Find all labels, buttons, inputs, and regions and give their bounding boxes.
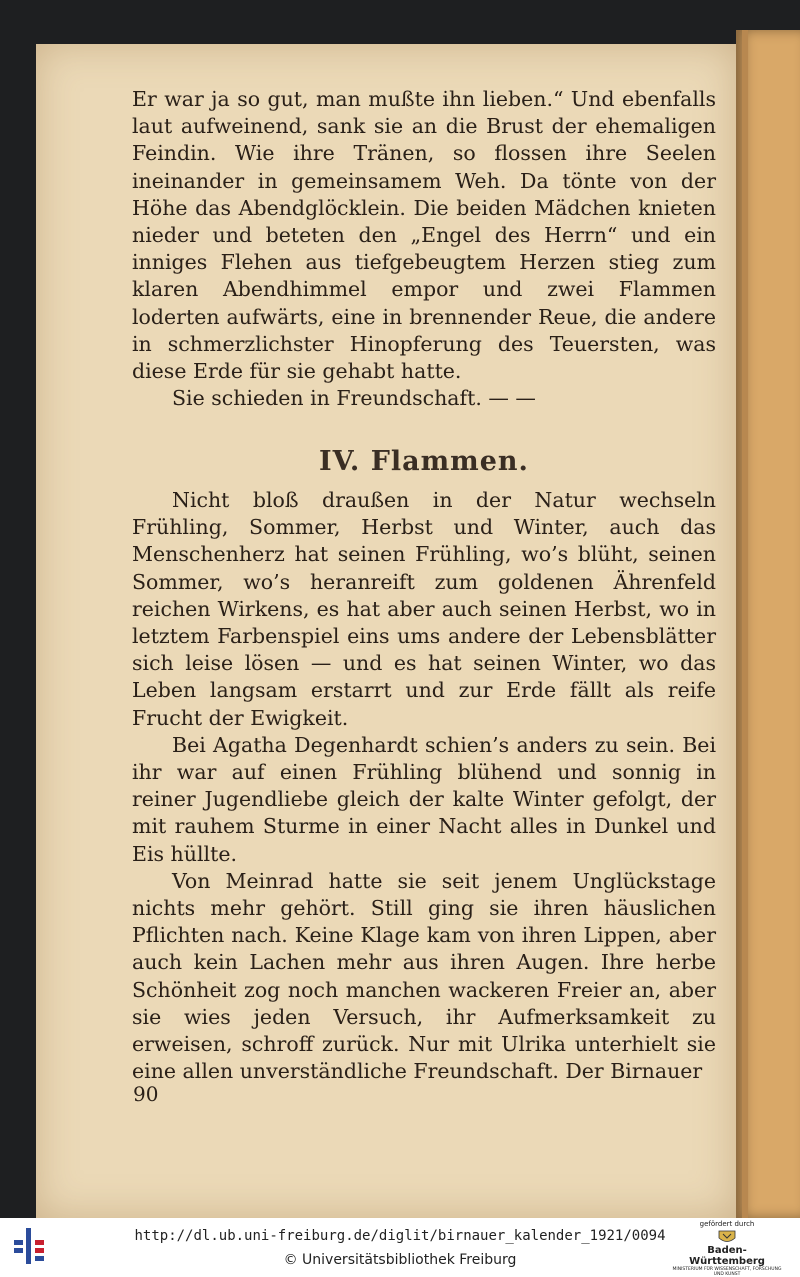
paragraph: Er war ja so gut, man mußte ihn lieben.“ Und ebenfalls laut aufweinend, sank sie an die Brust der ehemaligen Feindin. Wie ihre Tränen, so flossen ihre Seelen ineinander in gemeinsamem Weh. Da tönte von der Höhe das Abendglöcklein. Die beiden Mädchen knieten nieder und beteten den „Engel des Herrn“ und ein inniges Flehen aus tiefgebeugtem Herzen stieg zum klaren Abendhimmel empor und zwei Flammen loderten aufwärts, eine in brennender Reue, die andere in schmerzlichster Hinopferung des Teuersten, was diese Erde für sie gehabt hatte. — [132, 87, 716, 384]
paragraph: Nicht bloß draußen in der Natur wechseln Frühling, Sommer, Herbst und Winter, auch das Menschenherz hat seinen Frühling, wo’s blüht, seinen Sommer, wo’s heranreift zum goldenen Ährenfeld reichen Wirkens, es hat aber auch seinen Herbst, wo in letztem Farbenspiel eins ums andere der Lebensblätter sich leise lösen — und es hat seinen Winter, wo das Leben langsam erstarrt und zur Erde fällt als reife Frucht der Ewigkeit. — [132, 488, 716, 730]
body-text-top — [132, 86, 716, 412]
body-text-bottom — [132, 487, 716, 1085]
paragraph: Von Meinrad hatte sie seit jenem Unglückstage nichts mehr gehört. Still ging sie ihren häuslichen Pflichten nach. Keine Klage kam von ihren Lippen, aber auch kein Lachen mehr aus ihren Augen. Ihre herbe Schönheit zog noch manchen wackeren Freier an, aber sie wies jeden Versuch, ihr Aufmerksamkeit zu erweisen, schroff zurück. Nur mit Ulrika unterhielt sie eine allen unverständliche Freundschaft. Der Birnauer — [132, 868, 716, 1084]
paragraph: Sie schieden in Freundschaft. — — — [172, 386, 536, 411]
paragraph: Bei Agatha Degenhardt schien’s anders zu sein. Bei ihr war auf einen Frühling blühend und sonnig in reiner Jugendliebe gleich der kalte Winter gefolgt, der mit rauhem Sturme in einer Nacht alles in Dunkel und Eis hüllte. — [132, 732, 716, 866]
crest-icon — [716, 1229, 738, 1245]
state-name: Baden-Württemberg — [689, 1245, 765, 1267]
copyright-notice: © Universitätsbibliothek Freiburg — [283, 1252, 517, 1268]
funded-by-label: gefördert durch — [699, 1220, 755, 1228]
page-number: 90 — [133, 1082, 159, 1106]
ministry-name: MINISTERIUM FÜR WISSENSCHAFT, FORSCHUNG UND KUNST — [672, 1267, 782, 1277]
page-gutter — [742, 30, 748, 1218]
footer-bar — [0, 1218, 800, 1277]
chapter-heading: IV. Flammen. — [319, 446, 529, 477]
permalink[interactable]: http://dl.ub.uni-freiburg.de/diglit/birnauer_kalender_1921/0094 — [134, 1228, 666, 1244]
funding-logo — [672, 1220, 782, 1277]
